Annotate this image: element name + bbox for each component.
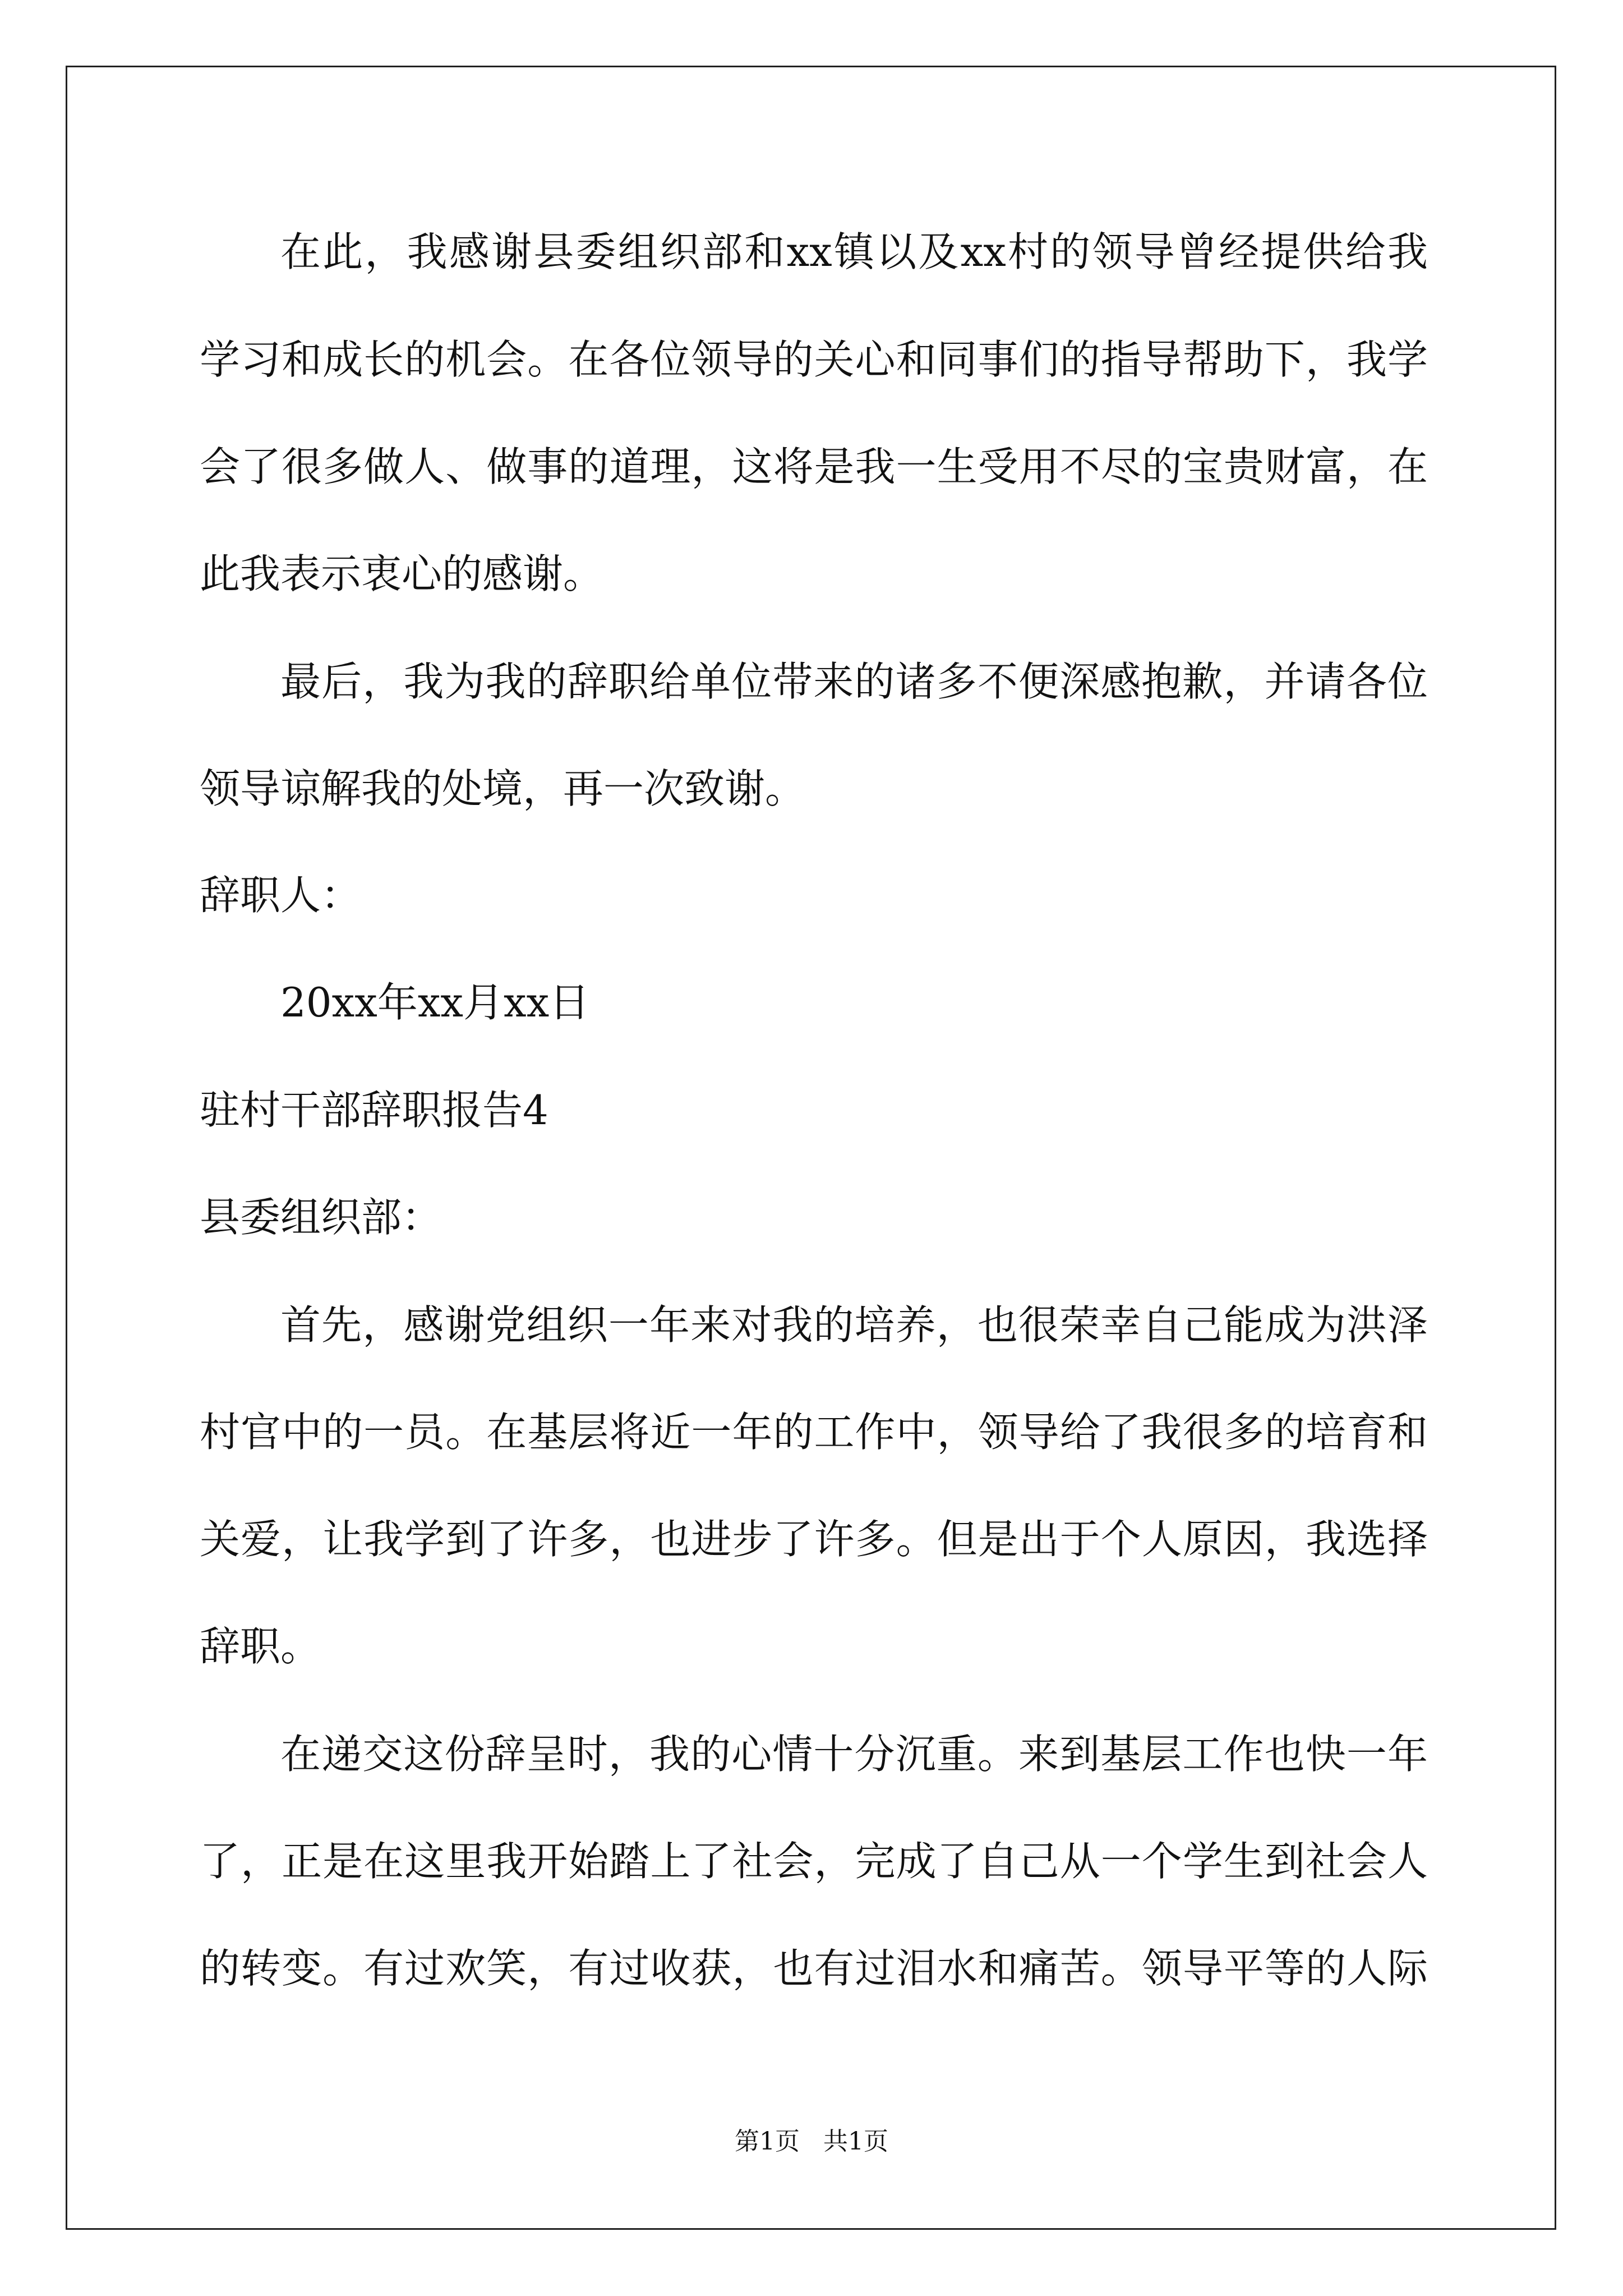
date-line: 20xx年xx月xx日: [280, 979, 590, 1026]
page-border: [66, 66, 1556, 2230]
body-line: 的转变。有过欢笑，有过收获，也有过泪水和痛苦。领导平等的人际: [200, 1945, 1428, 1992]
body-line: 学习和成长的机会。在各位领导的关心和同事们的指导帮助下，我学: [200, 336, 1428, 383]
body-line: 此我表示衷心的感谢。: [200, 550, 604, 597]
body-line: 关爱，让我学到了许多，也进步了许多。但是出于个人原因，我选择: [200, 1516, 1428, 1563]
body-line: 了，正是在这里我开始踏上了社会，完成了自己从一个学生到社会人: [200, 1838, 1428, 1885]
body-line: 辞职。: [200, 1623, 321, 1670]
body-line: 首先，感谢党组织一年来对我的培养，也很荣幸自己能成为洪泽: [280, 1301, 1428, 1349]
body-line: 在递交这份辞呈时，我的心情十分沉重。来到基层工作也快一年: [280, 1731, 1428, 1778]
salutation: 县委组织部：: [200, 1194, 442, 1241]
body-line: 领导谅解我的处境，再一次致谢。: [200, 765, 806, 812]
body-line: 会了很多做人、做事的道理，这将是我一生受用不尽的宝贵财富，在: [200, 443, 1428, 490]
body-line: 在此，我感谢县委组织部和xx镇以及xx村的领导曾经提供给我: [280, 228, 1428, 275]
page-number-footer: 第1页 共1页: [735, 2127, 888, 2156]
section-title: 驻村干部辞职报告4: [200, 1087, 548, 1134]
body-line: 最后，我为我的辞职给单位带来的诸多不便深感抱歉，并请各位: [280, 658, 1428, 705]
signature-label: 辞职人：: [200, 872, 362, 919]
body-line: 村官中的一员。在基层将近一年的工作中，领导给了我很多的培育和: [200, 1409, 1428, 1456]
